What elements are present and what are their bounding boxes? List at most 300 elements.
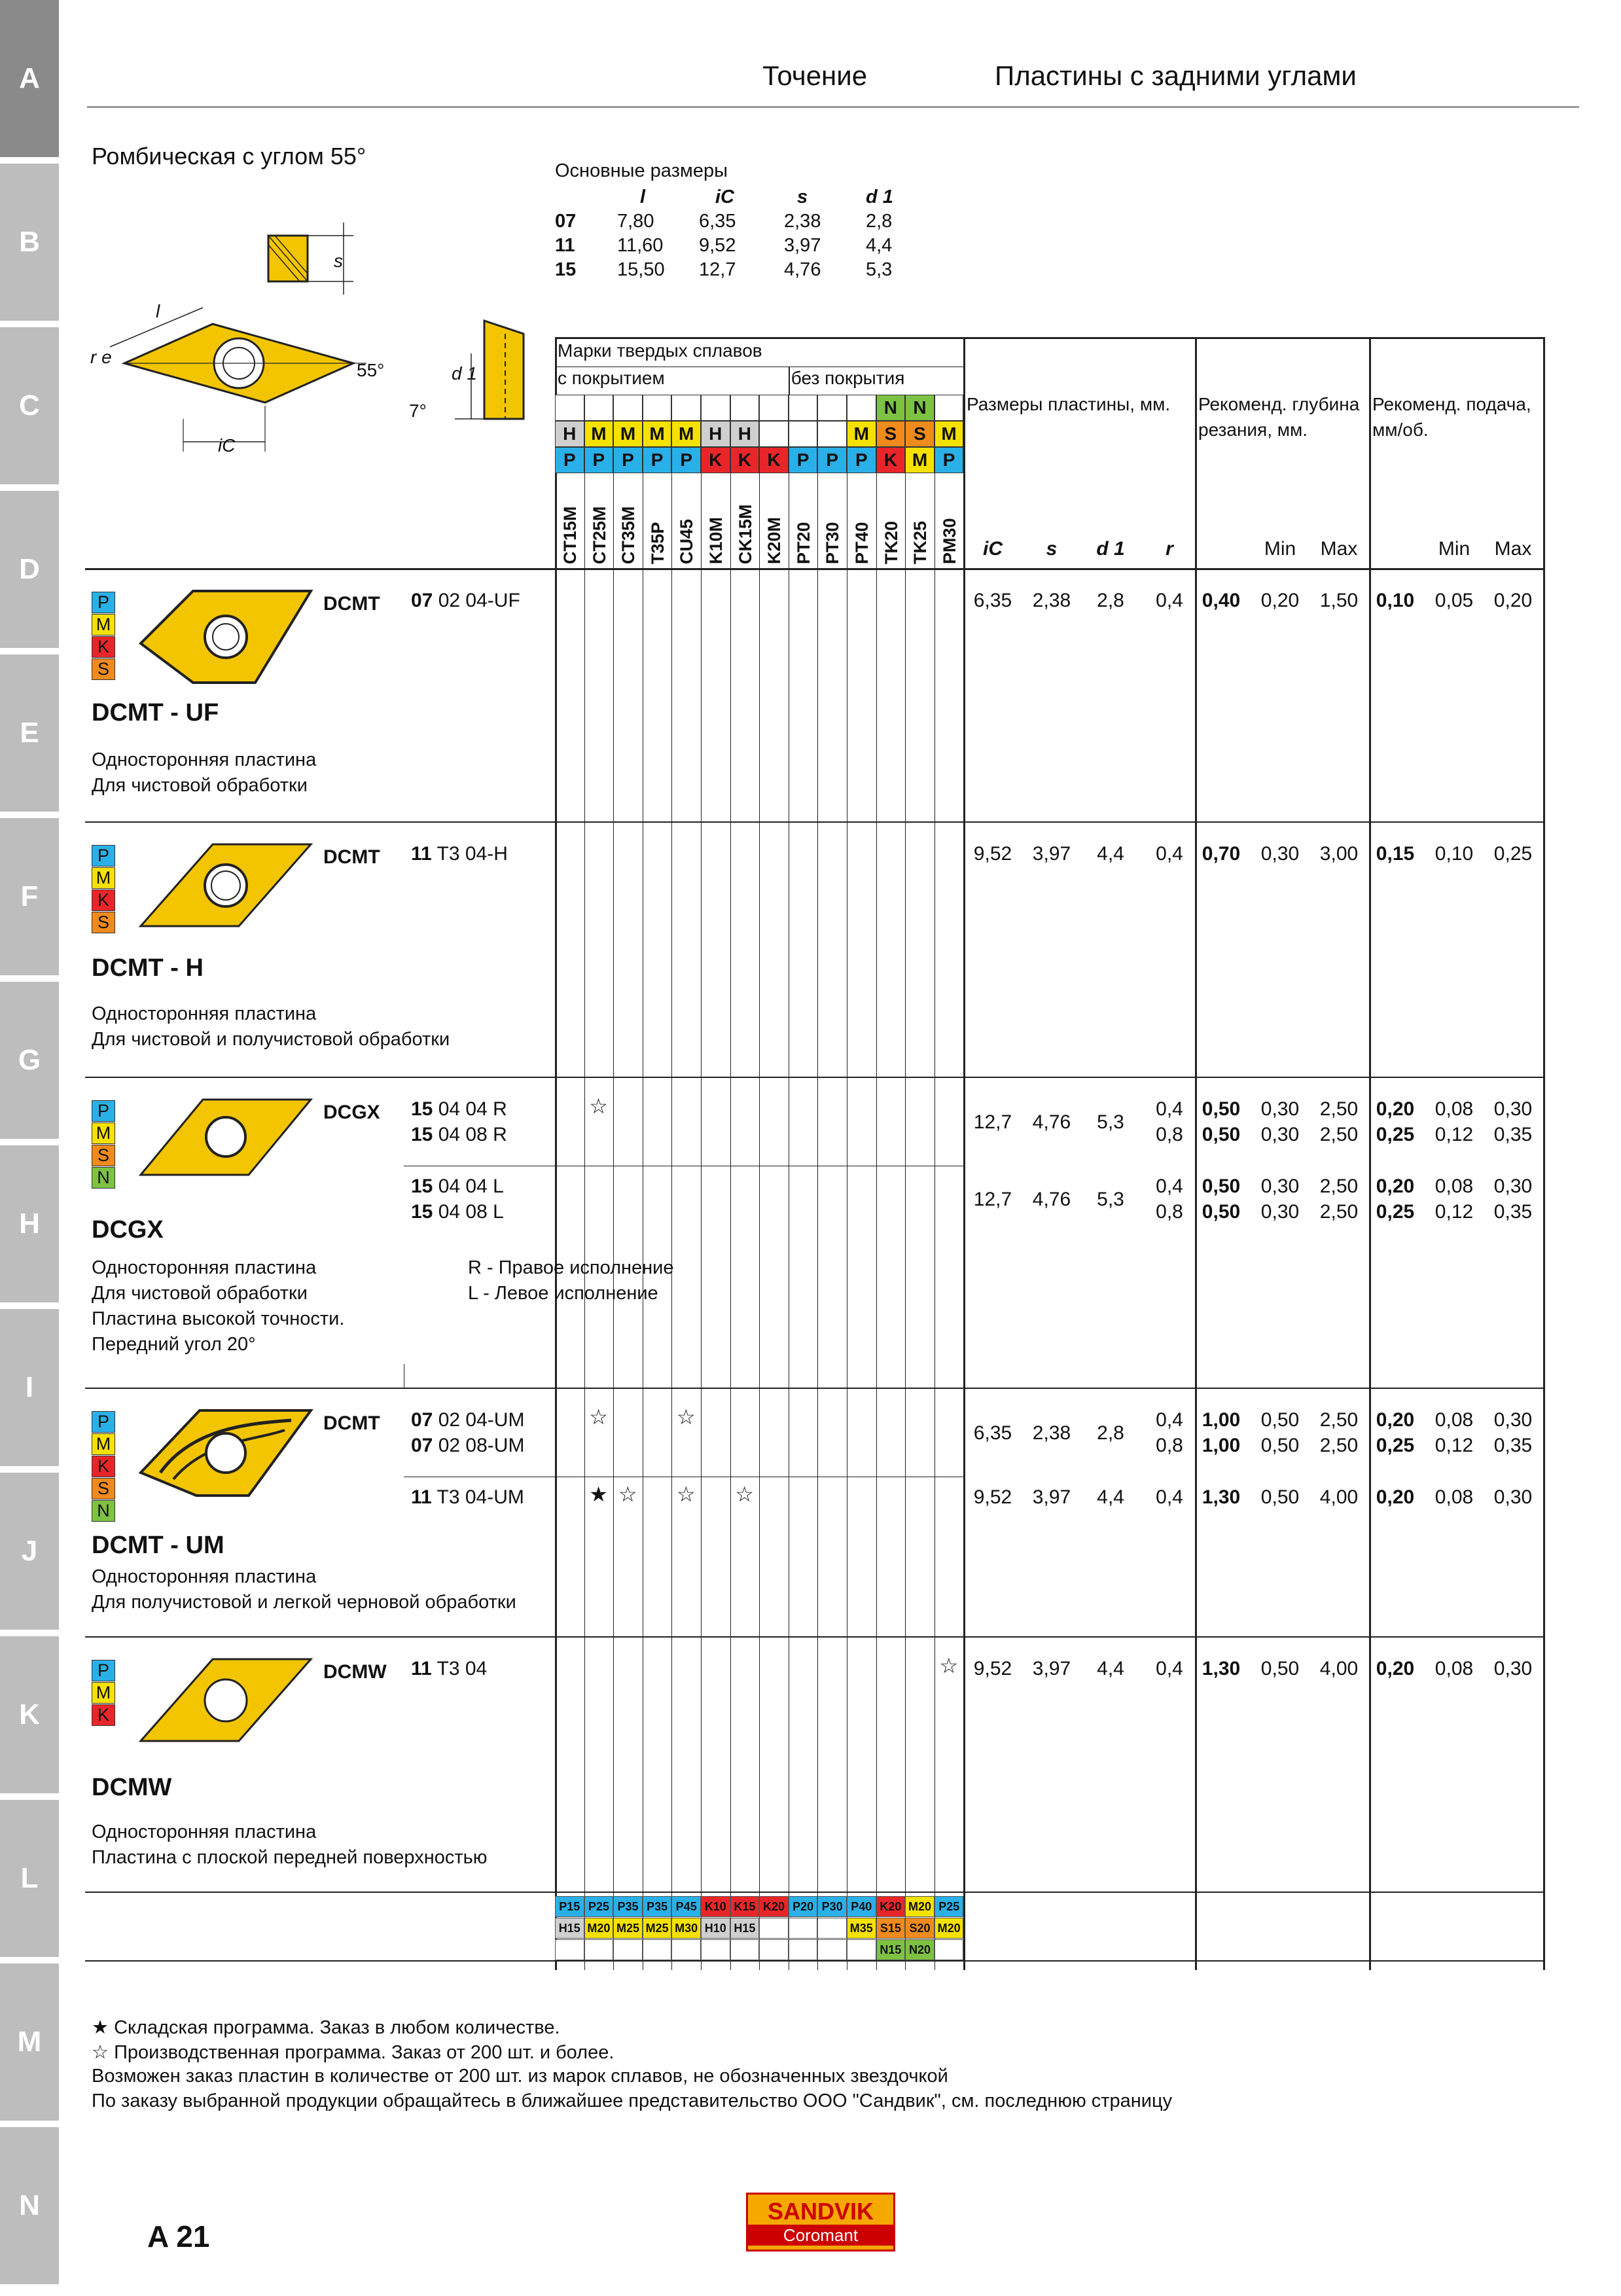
feed-rec: 0,20 xyxy=(1376,1409,1415,1431)
iso-cell-S: S xyxy=(876,421,906,447)
filled-star-icon: ★ xyxy=(92,2017,109,2038)
r-value: 0,4 xyxy=(1156,590,1183,611)
r-value: 0,4 xyxy=(1156,1658,1183,1679)
grade-t35p: T35P xyxy=(647,522,668,564)
grid-line xyxy=(759,395,760,1970)
grade-iso-code: M35 xyxy=(847,1918,876,1939)
ic-value: 9,52 xyxy=(973,1486,1012,1508)
depth-min: 0,30 xyxy=(1260,1098,1300,1120)
page-number: A 21 xyxy=(147,2219,210,2253)
feed-min: 0,10 xyxy=(1434,843,1474,865)
product-description: Для чистовой обработки xyxy=(92,775,308,796)
grid-line xyxy=(1369,337,1371,1970)
grid-line xyxy=(85,1077,1543,1078)
grid-line xyxy=(789,367,790,395)
coated-title: с покрытием xyxy=(558,368,665,388)
feed-max: 0,35 xyxy=(1493,1124,1533,1145)
side-note: R - Правое исполнение xyxy=(468,1257,674,1278)
grid-line xyxy=(555,337,557,1970)
iso-badge-M: M xyxy=(92,614,115,636)
feed-max: 0,30 xyxy=(1493,1409,1533,1431)
grade-iso-code: P30 xyxy=(817,1896,847,1917)
feed-min: 0,12 xyxy=(1434,1124,1474,1145)
grade-iso-code: K20 xyxy=(759,1896,789,1917)
feed-max: 0,30 xyxy=(1493,1486,1533,1508)
code-size: 07 xyxy=(411,590,433,611)
grade-iso-code xyxy=(671,1939,701,1960)
feed-rec: 0,20 xyxy=(1376,1098,1415,1120)
depth-max-header: Max xyxy=(1320,538,1358,560)
dims-value: 6,35 xyxy=(699,211,736,232)
depth-max: 2,50 xyxy=(1319,1124,1359,1145)
product-description: Односторонняя пластина xyxy=(92,749,317,770)
depth-rec: 0,50 xyxy=(1202,1201,1241,1223)
code-size: 07 xyxy=(411,1435,433,1456)
grade-iso-code: P35 xyxy=(613,1896,643,1917)
grid-line xyxy=(584,395,585,1970)
depth-rec: 0,70 xyxy=(1202,843,1241,865)
outline-star-icon: ☆ xyxy=(618,1482,637,1506)
iso-cell-blank xyxy=(789,395,818,421)
order-code xyxy=(411,1407,524,1433)
grade-cu45: CU45 xyxy=(677,518,697,564)
section-tab-E[interactable]: E xyxy=(0,655,59,812)
section-tab-A[interactable]: A xyxy=(0,0,59,157)
grade-iso-code xyxy=(789,1918,818,1939)
dims-header-d1: d 1 xyxy=(866,187,893,207)
order-code xyxy=(411,1656,487,1681)
iso-badge-S: S xyxy=(92,1478,115,1499)
size-title: Размеры пластины, мм. xyxy=(967,394,1171,414)
feed-rec: 0,15 xyxy=(1376,843,1415,865)
section-tab-K[interactable]: K xyxy=(0,1636,59,1793)
r-value: 0,4 xyxy=(1156,1175,1183,1197)
grade-iso-code xyxy=(759,1918,789,1939)
iso-badge-K: K xyxy=(92,636,115,658)
grid-line xyxy=(905,395,906,1970)
code-rest: T3 04-UM xyxy=(431,1486,524,1508)
dims-value: 12,7 xyxy=(699,259,736,280)
outline-star-icon: ☆ xyxy=(735,1482,754,1506)
grade-iso-code: M20 xyxy=(905,1896,935,1917)
ic-value: 12,7 xyxy=(973,1111,1012,1133)
dims-value: 4,4 xyxy=(866,235,893,256)
iso-badge-K: K xyxy=(92,1704,115,1726)
d1-value: 5,3 xyxy=(1097,1188,1124,1210)
r-value: 0,4 xyxy=(1156,843,1183,865)
header-section: Точение xyxy=(762,60,868,91)
grade-iso-code: N20 xyxy=(905,1939,935,1960)
diagram-ic-label: iC xyxy=(218,435,236,456)
code-size: 15 xyxy=(411,1201,433,1223)
section-tab-D[interactable]: D xyxy=(0,491,59,648)
grid-line xyxy=(963,337,965,1970)
product-description: Односторонняя пластина xyxy=(92,1821,317,1842)
basic-dimensions xyxy=(555,160,918,282)
grade-iso-code xyxy=(555,1939,584,1960)
outline-star-icon: ☆ xyxy=(939,1654,959,1677)
product-prefix: DCMT xyxy=(323,846,380,868)
dims-size: 07 xyxy=(555,211,577,232)
dims-size: 15 xyxy=(555,259,577,280)
note-text: Производственная программа. Заказ от 200 шт. и более. xyxy=(114,2042,615,2063)
dims-header-ic: iC xyxy=(715,187,734,207)
s-value: 4,76 xyxy=(1032,1188,1071,1210)
diagram-d1-label: d 1 xyxy=(452,363,477,384)
iso-cell-blank xyxy=(555,395,584,421)
grade-iso-code xyxy=(613,1939,643,1960)
grade-pm30: PM30 xyxy=(939,518,959,564)
dim-header-col_r: r xyxy=(1166,538,1173,560)
feed-max: 0,30 xyxy=(1493,1175,1533,1197)
grade-iso-code: N15 xyxy=(876,1939,906,1960)
product-name: DCGX xyxy=(92,1216,164,1244)
depth-min: 0,50 xyxy=(1260,1486,1300,1508)
dims-value: 11,60 xyxy=(617,235,664,256)
d1-value: 4,4 xyxy=(1097,1486,1124,1508)
code-size: 11 xyxy=(411,843,432,865)
depth-rec: 0,40 xyxy=(1202,590,1241,611)
grade-iso-code: M30 xyxy=(671,1918,701,1939)
note-production xyxy=(92,2041,614,2064)
depth-rec: 1,00 xyxy=(1202,1435,1241,1456)
grid-line xyxy=(85,821,1543,823)
section-tab-H[interactable]: H xyxy=(0,1145,59,1302)
feed-min: 0,08 xyxy=(1434,1658,1474,1679)
code-rest: 04 08 R xyxy=(433,1124,507,1145)
grade-iso-code xyxy=(817,1918,847,1939)
depth-rec: 1,30 xyxy=(1202,1658,1241,1679)
product-description: Для чистовой и получистовой обработки xyxy=(92,1029,450,1050)
grade-iso-code xyxy=(817,1939,847,1960)
product-name: DCMT - H xyxy=(92,954,204,982)
iso-badge-P: P xyxy=(92,845,115,867)
section-tab-G[interactable]: G xyxy=(0,982,59,1139)
iso-cell-M: M xyxy=(613,421,643,447)
logo-sub: Coromant xyxy=(748,2225,893,2246)
grade-iso-code xyxy=(730,1939,760,1960)
product-name: DCMT - UM xyxy=(92,1532,224,1559)
grade-pt40: PT40 xyxy=(852,522,872,564)
code-rest: T3 04-H xyxy=(431,843,508,865)
grade-iso-code: S20 xyxy=(905,1918,935,1939)
dim-header-col_ic: iC xyxy=(983,538,1003,560)
product-description: Пластина высокой точности. xyxy=(92,1308,345,1329)
grade-iso-code: H10 xyxy=(701,1918,730,1939)
outline-star-icon: ☆ xyxy=(589,1405,608,1429)
grid-line xyxy=(85,568,1543,570)
iso-cell-blank xyxy=(817,395,847,421)
diagram-angle-label: 55° xyxy=(357,360,385,380)
header-title: Пластины с задними углами xyxy=(995,60,1357,91)
feed-max: 0,30 xyxy=(1493,1658,1533,1679)
depth-title: Рекоменд. глубина резания, мм. xyxy=(1198,394,1360,440)
grade-iso-code: P25 xyxy=(584,1896,614,1917)
insert-shape-icon xyxy=(134,1090,317,1204)
grid-line xyxy=(1195,337,1197,1970)
feed-max: 0,25 xyxy=(1493,843,1533,865)
grade-iso-code xyxy=(584,1939,614,1960)
header-rule xyxy=(87,106,1579,108)
r-value: 0,4 xyxy=(1156,1098,1183,1120)
iso-cell-blank xyxy=(701,395,730,421)
iso-badge-P: P xyxy=(92,592,115,613)
section-tab-L[interactable]: L xyxy=(0,1800,59,1957)
iso-cell-K: K xyxy=(876,447,906,473)
dims-value: 5,3 xyxy=(866,259,893,280)
depth-rec: 0,50 xyxy=(1202,1124,1241,1145)
diagram-angle7-label: 7° xyxy=(409,401,427,421)
outline-star-icon: ☆ xyxy=(677,1405,696,1429)
section-tab-I[interactable]: I xyxy=(0,1309,59,1466)
iso-cell-K: K xyxy=(759,447,789,473)
order-code xyxy=(411,1174,504,1199)
d1-value: 5,3 xyxy=(1097,1111,1124,1133)
product-prefix: DCMW xyxy=(323,1661,387,1683)
iso-cell-M: M xyxy=(584,421,614,447)
section-tab-C[interactable]: C xyxy=(0,327,59,484)
sandvik-logo xyxy=(746,2193,895,2251)
grid-line xyxy=(85,1636,1543,1638)
grade-iso-code xyxy=(643,1939,672,1960)
logo-brand: SANDVIK xyxy=(767,2198,874,2225)
grid-line xyxy=(85,1892,1543,1893)
iso-cell-blank xyxy=(817,421,847,447)
grade-tk20: TK20 xyxy=(881,520,901,564)
feed-max-header: Max xyxy=(1494,538,1532,560)
ic-value: 12,7 xyxy=(973,1188,1012,1210)
iso-cell-P: P xyxy=(555,447,584,473)
grade-iso-code: P25 xyxy=(935,1896,964,1917)
iso-badge-S: S xyxy=(92,1145,115,1166)
iso-badge-M: M xyxy=(92,1433,115,1455)
iso-cell-blank xyxy=(671,395,701,421)
code-rest: 02 04-UM xyxy=(433,1409,525,1431)
depth-min: 0,30 xyxy=(1260,843,1300,865)
depth-min: 0,30 xyxy=(1260,1124,1300,1145)
iso-cell-M: M xyxy=(671,421,701,447)
note-order: Возможен заказ пластин в количестве от 200 шт. из марок сплавов, не обозначенных звездочкой xyxy=(92,2066,948,2087)
d1-value: 4,4 xyxy=(1097,1658,1124,1679)
depth-max: 2,50 xyxy=(1319,1435,1359,1456)
s-value: 3,97 xyxy=(1032,843,1071,865)
section-tab-M[interactable]: M xyxy=(0,1964,59,2121)
grade-pt20: PT20 xyxy=(793,522,813,564)
grade-iso-code: M25 xyxy=(613,1918,643,1939)
grade-tk25: TK25 xyxy=(910,520,931,564)
dims-title: Основные размеры xyxy=(555,160,728,181)
section-tab-F[interactable]: F xyxy=(0,818,59,975)
d1-value: 2,8 xyxy=(1097,590,1124,611)
depth-max: 2,50 xyxy=(1319,1201,1359,1223)
grid-line xyxy=(701,395,702,1970)
grade-iso-code: S15 xyxy=(876,1918,906,1939)
feed-rec: 0,10 xyxy=(1376,590,1415,611)
insert-shape-icon xyxy=(134,1649,317,1764)
code-size: 15 xyxy=(411,1175,433,1197)
grade-iso-code xyxy=(935,1939,964,1960)
grid-line xyxy=(555,337,1543,339)
feed-min: 0,08 xyxy=(1434,1175,1474,1197)
grade-ct35m: CT35M xyxy=(618,506,639,564)
diagram-l-label: l xyxy=(156,301,160,321)
iso-cell-blank xyxy=(935,395,964,421)
product-prefix: DCMT xyxy=(323,1412,380,1434)
ic-value: 6,35 xyxy=(973,1422,1012,1444)
insert-diagram xyxy=(79,216,419,478)
section-tab-J[interactable]: J xyxy=(0,1473,59,1630)
grade-ct15m: CT15M xyxy=(560,506,580,564)
iso-badge-S: S xyxy=(92,658,115,680)
dims-size: 11 xyxy=(555,235,575,256)
d1-value: 4,4 xyxy=(1097,843,1124,865)
code-rest: 04 08 L xyxy=(433,1201,504,1223)
note-stock xyxy=(92,2016,560,2039)
insert-shape-icon xyxy=(134,1401,317,1515)
code-size: 15 xyxy=(411,1098,433,1120)
depth-max: 2,50 xyxy=(1319,1409,1359,1431)
code-size: 15 xyxy=(411,1124,433,1145)
order-code xyxy=(411,1096,507,1122)
feed-rec: 0,20 xyxy=(1376,1175,1415,1197)
ic-value: 9,52 xyxy=(973,1658,1012,1679)
code-size: 11 xyxy=(411,1486,432,1508)
feed-min: 0,12 xyxy=(1434,1201,1474,1223)
iso-badge-M: M xyxy=(92,1682,115,1704)
d1-value: 2,8 xyxy=(1097,1422,1124,1444)
grid-line xyxy=(613,395,614,1970)
grade-iso-code: P35 xyxy=(643,1896,672,1917)
product-description: Для получистовой и легкой черновой обработки xyxy=(92,1592,516,1613)
grid-line xyxy=(730,395,731,1970)
product-prefix: DCGX xyxy=(323,1102,380,1123)
order-code xyxy=(411,841,508,867)
feed-rec: 0,25 xyxy=(1376,1124,1415,1145)
grade-iso-code: H15 xyxy=(730,1918,760,1939)
grid-line xyxy=(817,395,818,1970)
iso-cell-blank xyxy=(789,421,818,447)
grade-iso-code xyxy=(701,1939,730,1960)
ic-value: 6,35 xyxy=(973,590,1012,611)
grade-pt30: PT30 xyxy=(823,522,843,564)
iso-cell-M: M xyxy=(643,421,672,447)
dims-value: 9,52 xyxy=(699,235,736,256)
grade-iso-code xyxy=(759,1939,789,1960)
r-value: 0,8 xyxy=(1156,1201,1183,1223)
feed-min: 0,08 xyxy=(1434,1098,1474,1120)
iso-badge-M: M xyxy=(92,867,115,889)
r-value: 0,8 xyxy=(1156,1435,1183,1456)
depth-min: 0,20 xyxy=(1260,590,1300,611)
grade-iso-code: P40 xyxy=(847,1896,876,1917)
r-value: 0,4 xyxy=(1156,1409,1183,1431)
iso-cell-blank xyxy=(584,395,614,421)
s-value: 3,97 xyxy=(1032,1486,1071,1508)
grade-ct25m: CT25M xyxy=(589,506,609,564)
code-rest: 02 04-UF xyxy=(433,590,520,611)
section-tab-N[interactable]: N xyxy=(0,2127,59,2284)
iso-cell-P: P xyxy=(935,447,964,473)
iso-cell-blank xyxy=(613,395,643,421)
r-value: 0,8 xyxy=(1156,1124,1183,1145)
s-value: 2,38 xyxy=(1032,1422,1071,1444)
side-note: L - Левое исполнение xyxy=(468,1283,658,1304)
r-value: 0,4 xyxy=(1156,1486,1183,1508)
grade-iso-code: K15 xyxy=(730,1896,760,1917)
feed-title: Рекоменд. подача, мм/об. xyxy=(1372,394,1531,440)
depth-max: 4,00 xyxy=(1319,1658,1359,1679)
iso-badge-M: M xyxy=(92,1122,115,1144)
s-value: 4,76 xyxy=(1032,1111,1071,1133)
order-code xyxy=(411,588,520,613)
grade-iso-code: K20 xyxy=(876,1896,906,1917)
code-rest: T3 04 xyxy=(431,1658,488,1679)
note-contact: По заказу выбранной продукции обращайтесь в ближайшее представительство ООО "Сандвик", см. последнюю страницу xyxy=(92,2090,1173,2111)
product-description: Односторонняя пластина xyxy=(92,1257,317,1278)
grade-iso-code xyxy=(789,1939,818,1960)
depth-rec: 1,30 xyxy=(1202,1486,1241,1508)
filled-star-icon: ★ xyxy=(589,1482,608,1506)
depth-max: 1,50 xyxy=(1319,590,1359,611)
dims-value: 7,80 xyxy=(617,211,654,232)
section-tab-B[interactable]: B xyxy=(0,164,59,321)
depth-rec: 1,00 xyxy=(1202,1409,1241,1431)
dims-row xyxy=(555,258,918,282)
grade-iso-code: P20 xyxy=(789,1896,818,1917)
diagram-s-label: s xyxy=(334,251,343,271)
feed-min: 0,08 xyxy=(1434,1409,1474,1431)
shape-title: Ромбическая с углом 55° xyxy=(92,143,366,170)
product-name: DCMT - UF xyxy=(92,699,219,726)
feed-rec: 0,25 xyxy=(1376,1435,1415,1456)
insert-shape-icon xyxy=(134,581,317,696)
code-size: 07 xyxy=(411,1409,433,1431)
order-code xyxy=(411,1122,507,1147)
order-code xyxy=(411,1433,524,1458)
section-tabs xyxy=(0,0,59,2296)
grade-k20m: K20M xyxy=(764,516,785,564)
insert-shape-icon xyxy=(134,834,317,949)
iso-badge-P: P xyxy=(92,1411,115,1433)
iso-cell-M: M xyxy=(935,421,964,447)
feed-max: 0,35 xyxy=(1493,1435,1533,1456)
dims-value: 3,97 xyxy=(784,235,821,256)
uncoated-title: без покрытия xyxy=(791,368,905,388)
code-size: 11 xyxy=(411,1658,432,1679)
iso-cell-blank xyxy=(643,395,672,421)
iso-cell-P: P xyxy=(613,447,643,473)
grade-iso-code: P15 xyxy=(555,1896,584,1917)
iso-cell-blank xyxy=(759,421,789,447)
outline-star-icon: ☆ xyxy=(589,1094,608,1118)
depth-min: 0,50 xyxy=(1260,1658,1300,1679)
depth-rec: 0,50 xyxy=(1202,1175,1241,1197)
iso-cell-S: S xyxy=(905,421,935,447)
product-description: Односторонняя пластина xyxy=(92,1003,317,1024)
depth-min: 0,50 xyxy=(1260,1435,1300,1456)
iso-cell-K: K xyxy=(730,447,760,473)
grid-line xyxy=(876,395,877,1970)
feed-max: 0,30 xyxy=(1493,1098,1533,1120)
diagram-re-label: r e xyxy=(90,347,112,367)
depth-min: 0,30 xyxy=(1260,1175,1300,1197)
iso-cell-P: P xyxy=(643,447,672,473)
grade-k10m: K10M xyxy=(706,516,726,564)
dims-value: 15,50 xyxy=(617,259,665,280)
outline-star-icon: ☆ xyxy=(677,1482,696,1506)
dims-row xyxy=(555,209,918,234)
iso-cell-blank xyxy=(730,395,760,421)
